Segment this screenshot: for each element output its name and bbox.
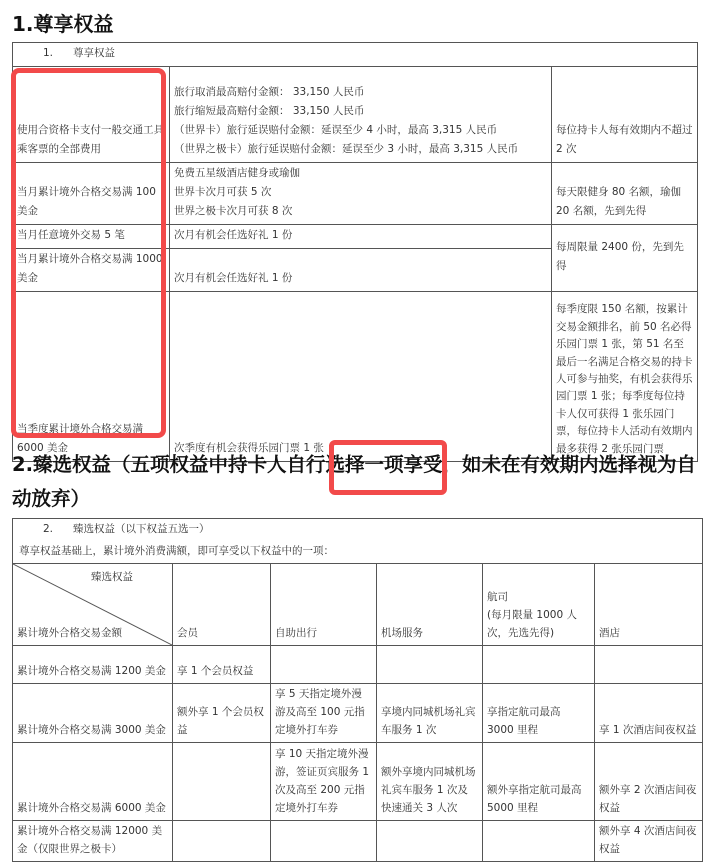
condition-cell: 使用合资格卡支付一般交通工具乘客票的全部费用 bbox=[13, 67, 170, 163]
condition-cell: 当月累计境外合格交易满 1000 美金 bbox=[13, 249, 170, 292]
benefit-cell bbox=[170, 67, 552, 163]
condition-cell: 当月任意境外交易 5 笔 bbox=[13, 225, 170, 249]
benefit-line: 旅行取消最高赔付金额： 33,150 人民币 bbox=[174, 86, 365, 98]
benefit-cell: 次月有机会任选好礼 1 份 bbox=[170, 249, 552, 292]
limit-cell: 每天限健身 80 名额，瑜伽 20 名额，先到先得 bbox=[552, 163, 698, 225]
benefit-line: （世界卡）旅行延误赔付金额：延误至少 4 小时，最高 3,315 人民币 bbox=[174, 124, 498, 136]
limit-cell: 每位持卡人每有效期内不超过 2 次 bbox=[552, 67, 698, 163]
condition-cell: 当月累计境外合格交易满 100 美金 bbox=[13, 163, 170, 225]
premium-benefits-table bbox=[12, 42, 698, 462]
benefit-cell bbox=[271, 646, 377, 684]
benefit-cell bbox=[173, 743, 271, 821]
tier-cell: 累计境外合格交易满 12000 美金（仅限世界之极卡） bbox=[13, 821, 173, 862]
benefit-cell: 享 1 次酒店间夜权益 bbox=[595, 684, 703, 743]
condition-cell: 当季度累计境外合格交易满 6000 美金 bbox=[13, 292, 170, 462]
tier-cell: 累计境外合格交易满 1200 美金 bbox=[13, 646, 173, 684]
tier-cell: 累计境外合格交易满 3000 美金 bbox=[13, 684, 173, 743]
limit-cell: 每周限量 2400 份，先到先得 bbox=[552, 225, 698, 292]
benefit-cell bbox=[271, 821, 377, 862]
table-intro: 尊享权益基础上，累计境外消费满额，即可享受以下权益中的一项： bbox=[13, 541, 703, 564]
selected-benefits-table bbox=[12, 518, 703, 862]
benefit-cell: 额外享 4 次酒店间夜权益 bbox=[595, 821, 703, 862]
column-header: 会员 bbox=[173, 564, 271, 646]
column-header: 机场服务 bbox=[377, 564, 483, 646]
benefit-cell bbox=[377, 821, 483, 862]
benefit-cell: 享境内同城机场礼宾车服务 1 次 bbox=[377, 684, 483, 743]
benefit-cell: 额外享 2 次酒店间夜权益 bbox=[595, 743, 703, 821]
limit-cell: 每季度限 150 名额，按累计交易金额排名，前 50 名必得乐园门票 1 张，第 51 名至最后一名满足合格交易的持卡人可参与抽奖，有机会获得乐园门票 1 张；每季度每位持卡人仅可获得 1 张乐园门票，每位持卡人活动有效期内最多获得 2 张乐园门票 bbox=[552, 292, 698, 462]
corner-top-label: 臻选权益 bbox=[91, 571, 133, 583]
benefit-cell: 额外享境内同城机场礼宾车服务 1 次及快速通关 3 人次 bbox=[377, 743, 483, 821]
benefit-cell: 次季度有机会获得乐园门票 1 张 bbox=[170, 292, 552, 462]
benefit-cell bbox=[170, 163, 552, 225]
benefit-cell: 享 1 个会员权益 bbox=[173, 646, 271, 684]
table-title: 2. 臻选权益（以下权益五选一） bbox=[13, 519, 703, 542]
header-corner-cell bbox=[13, 564, 173, 646]
benefit-cell bbox=[173, 821, 271, 862]
benefit-cell: 次月有机会任选好礼 1 份 bbox=[170, 225, 552, 249]
table-title: 1. 尊享权益 bbox=[13, 43, 698, 67]
benefit-cell bbox=[483, 646, 595, 684]
column-header: 酒店 bbox=[595, 564, 703, 646]
benefit-line: 旅行缩短最高赔付金额： 33,150 人民币 bbox=[174, 105, 365, 117]
benefit-line: 免费五星级酒店健身或瑜伽 bbox=[174, 167, 300, 179]
benefit-cell: 享 5 天指定境外漫游及高至 100 元指定境外打车券 bbox=[271, 684, 377, 743]
benefit-line: 世界之极卡次月可获 8 次 bbox=[174, 205, 293, 217]
benefit-cell bbox=[377, 646, 483, 684]
tier-cell: 累计境外合格交易满 6000 美金 bbox=[13, 743, 173, 821]
benefit-cell bbox=[483, 821, 595, 862]
benefit-cell: 享指定航司最高 3000 里程 bbox=[483, 684, 595, 743]
section-2-heading: 2.臻选权益（五项权益中持卡人自行选择一项享受，如未在有效期内选择视为自动放弃） bbox=[12, 453, 696, 510]
benefit-cell: 额外享指定航司最高 5000 里程 bbox=[483, 743, 595, 821]
benefit-cell bbox=[595, 646, 703, 684]
column-header: 航司 (每月限量 1000 人次，先选先得) bbox=[483, 564, 595, 646]
corner-bottom-label: 累计境外合格交易金额 bbox=[17, 627, 122, 639]
benefit-cell: 享 10 天指定境外漫游，签证页宾服务 1 次及高至 200 元指定境外打车券 bbox=[271, 743, 377, 821]
section-1-heading: 1.尊享权益 bbox=[12, 12, 114, 36]
column-header: 自助出行 bbox=[271, 564, 377, 646]
benefit-line: 世界卡次月可获 5 次 bbox=[174, 186, 272, 198]
benefit-cell: 额外享 1 个会员权益 bbox=[173, 684, 271, 743]
benefit-line: （世界之极卡）旅行延误赔付金额：延误至少 3 小时，最高 3,315 人民币 bbox=[174, 143, 519, 155]
